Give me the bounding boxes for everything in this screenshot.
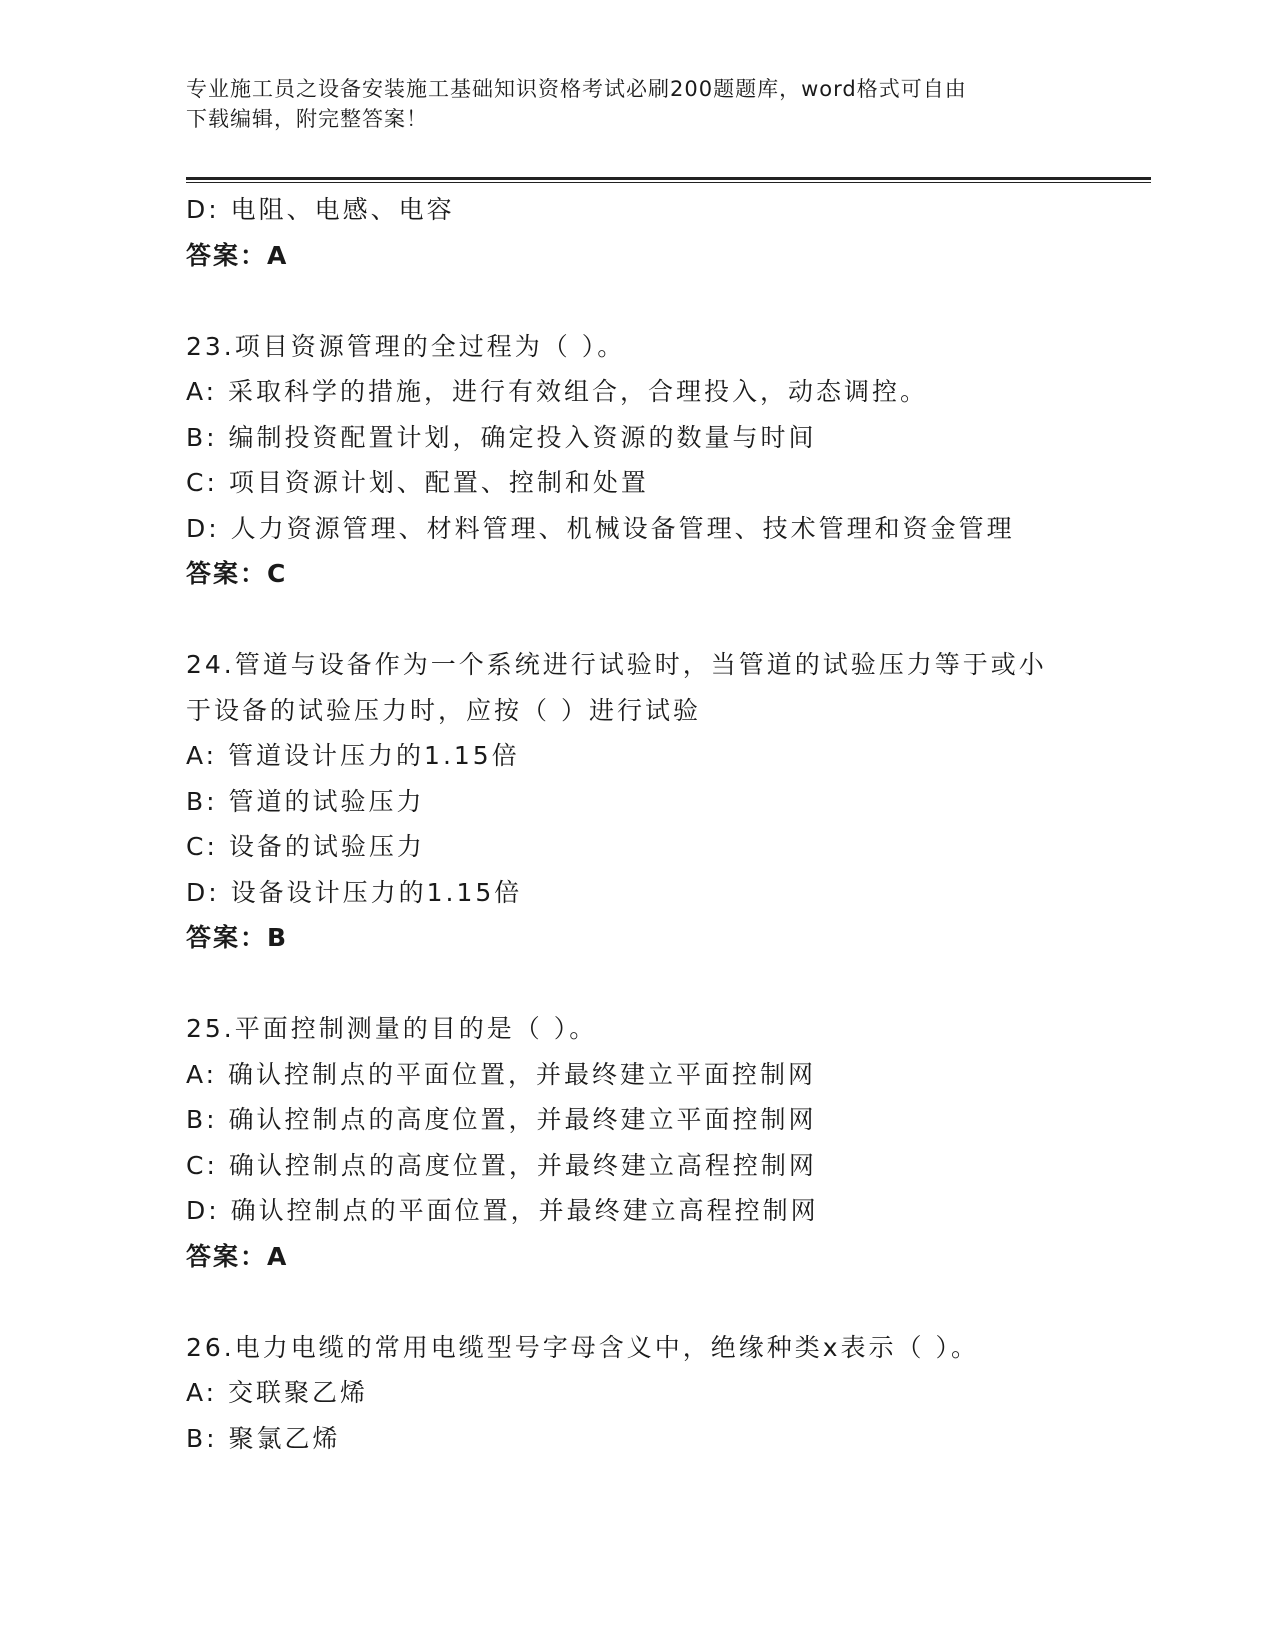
option-b: B: 管道的试验压力 bbox=[186, 786, 425, 816]
answer-line: 答案：A bbox=[186, 1241, 289, 1271]
question-stem: 25.平面控制测量的目的是（ ）。 bbox=[186, 1014, 598, 1043]
option-b: B: 聚氯乙烯 bbox=[186, 1423, 341, 1453]
option-d: D: 电阻、电感、电容 bbox=[186, 195, 455, 224]
header-divider-thin bbox=[186, 182, 1151, 183]
document-header bbox=[186, 74, 1086, 134]
question-stem: 26.电力电缆的常用电缆型号字母含义中，绝缘种类x表示（ ）。 bbox=[186, 1332, 980, 1362]
question-stem: 24.管道与设备作为一个系统进行试验时，当管道的试验压力等于或小 bbox=[186, 650, 1047, 679]
option-a: A: 管道设计压力的1.15倍 bbox=[186, 741, 520, 770]
option-b: B: 编制投资配置计划，确定投入资源的数量与时间 bbox=[186, 422, 817, 452]
option-a: A: 交联聚乙烯 bbox=[186, 1378, 369, 1407]
question-list bbox=[186, 187, 1136, 1461]
option-c: C: 确认控制点的高度位置，并最终建立高程控制网 bbox=[186, 1150, 817, 1180]
option-c: C: 项目资源计划、配置、控制和处置 bbox=[186, 468, 649, 497]
option-b: B: 确认控制点的高度位置，并最终建立平面控制网 bbox=[186, 1105, 817, 1134]
answer-line: 答案：A bbox=[186, 240, 289, 270]
option-a: A: 确认控制点的平面位置，并最终建立平面控制网 bbox=[186, 1059, 817, 1089]
option-a: A: 采取科学的措施，进行有效组合，合理投入，动态调控。 bbox=[186, 377, 929, 406]
option-d: D: 人力资源管理、材料管理、机械设备管理、技术管理和资金管理 bbox=[186, 513, 1015, 543]
question-25 bbox=[186, 1006, 1136, 1279]
header-divider-thick bbox=[186, 177, 1151, 180]
spacer bbox=[186, 597, 1136, 643]
question-stem-continued: 于设备的试验压力时，应按（ ）进行试验 bbox=[186, 695, 701, 725]
question-24 bbox=[186, 642, 1136, 961]
option-d: D: 确认控制点的平面位置，并最终建立高程控制网 bbox=[186, 1196, 819, 1225]
question-stem: 23.项目资源管理的全过程为（ ）。 bbox=[186, 331, 626, 361]
spacer bbox=[186, 1279, 1136, 1325]
header-line-1: 专业施工员之设备安装施工基础知识资格考试必刷200题题库，word格式可自由 bbox=[186, 77, 967, 101]
answer-line: 答案：B bbox=[186, 923, 289, 952]
question-26 bbox=[186, 1325, 1136, 1462]
spacer bbox=[186, 961, 1136, 1007]
option-d: D: 设备设计压力的1.15倍 bbox=[186, 877, 523, 907]
spacer bbox=[186, 278, 1136, 324]
answer-line: 答案：C bbox=[186, 559, 288, 588]
question-23 bbox=[186, 324, 1136, 597]
header-line-2: 下载编辑，附完整答案！ bbox=[186, 107, 428, 131]
option-c: C: 设备的试验压力 bbox=[186, 832, 425, 861]
